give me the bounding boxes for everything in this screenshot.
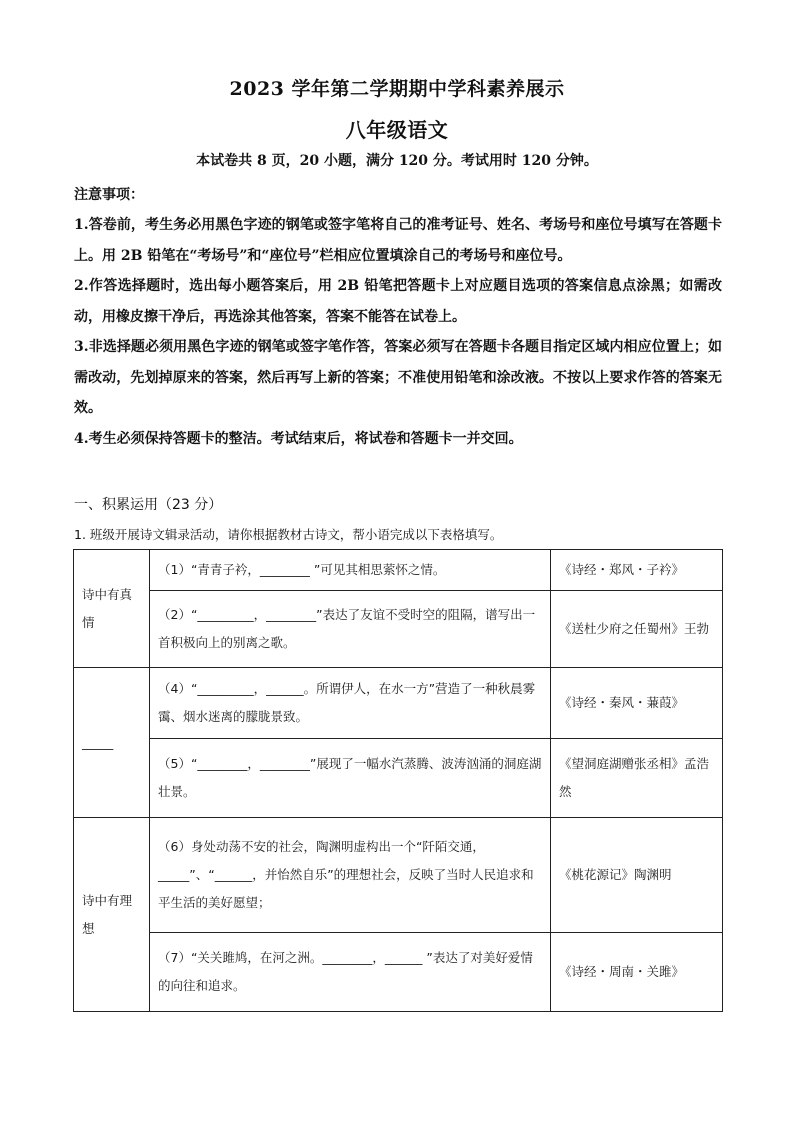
- exam-info: 本试卷共 8 页，20 小题，满分 120 分。考试用时 120 分钟。: [196, 153, 598, 169]
- poem-table: [73, 549, 723, 1012]
- table-row: [74, 591, 723, 668]
- description-cell: （5）“________，________”展现了一幅水汽蒸腾、波涛汹涌的洞庭湖壮景。: [150, 739, 551, 818]
- source-cell: 《桃花源记》陶渊明: [551, 818, 723, 933]
- source-cell: 《送杜少府之任蜀州》王勃: [551, 591, 723, 668]
- note-item: 1.答卷前，考生务必用黑色字迹的钢笔或签字笔将自己的准考证号、姓名、考场号和座位号填写在答题卡上。用 2B 铅笔在“考场号”和“座位号”栏相应位置填涂自己的考场号和座位号。: [74, 217, 722, 264]
- notes-list: [74, 210, 722, 454]
- category-cell: _____: [74, 668, 150, 818]
- category-cell: 诗中有真情: [74, 550, 150, 668]
- source-cell: 《诗经・郑风・子衿》: [551, 550, 723, 591]
- source-cell: 《望洞庭湖赠张丞相》孟浩然: [551, 739, 723, 818]
- note-item: 3.非选择题必须用黑色字迹的钢笔或签字笔作答，答案必须写在答题卡各题目指定区域内相应位置上；如需改动，先划掉原来的答案，然后再写上新的答案；不准使用铅笔和涂改液。不按以上要求作答的答案无效。: [74, 339, 722, 416]
- table-row: [74, 818, 723, 933]
- table-row: [74, 550, 723, 591]
- source-cell: 《诗经・秦风・蒹葭》: [551, 668, 723, 739]
- table-row: [74, 739, 723, 818]
- note-item: 4.考生必须保持答题卡的整洁。考试结束后，将试卷和答题卡一并交回。: [74, 430, 523, 447]
- table-row: [74, 668, 723, 739]
- exam-subtitle: 八年级语文: [345, 118, 449, 142]
- description-cell: （2）“_________，________”表达了友谊不受时空的阻隔，谱写出一首积极向上的别离之歌。: [150, 591, 551, 668]
- description-cell: （6）身处动荡不安的社会，陶渊明虚构出一个“阡陌交通，_____”、“______，并怡然自乐”的理想社会，反映了当时人民追求和平生活的美好愿望；: [150, 818, 551, 933]
- category-cell: 诗中有理想: [74, 818, 150, 1012]
- note-item: 2.作答选择题时，选出每小题答案后，用 2B 铅笔把答题卡上对应题目选项的答案信息点涂黑；如需改动，用橡皮擦干净后，再选涂其他答案，答案不能答在试卷上。: [74, 278, 722, 325]
- description-cell: （7）“关关雎鸠，在河之洲。________，______ ”表达了对美好爱情的向往和追求。: [150, 933, 551, 1012]
- exam-title: 2023 学年第二学期期中学科素养展示: [229, 78, 565, 100]
- source-cell: 《诗经・周南・关雎》: [551, 933, 723, 1012]
- description-cell: （4）“_________，______。所谓伊人，在水一方”营造了一种秋晨雾霭、烟水迷离的朦胧景致。: [150, 668, 551, 739]
- question-text: 1. 班级开展诗文辑录活动，请你根据教材古诗文，帮小语完成以下表格填写。: [74, 527, 503, 542]
- section-title: 一、积累运用（23 分）: [74, 497, 223, 513]
- table-row: [74, 933, 723, 1012]
- notes-heading: 注意事项：: [74, 187, 144, 203]
- description-cell: （1）“青青子衿，________ ”可见其相思萦怀之情。: [150, 550, 551, 591]
